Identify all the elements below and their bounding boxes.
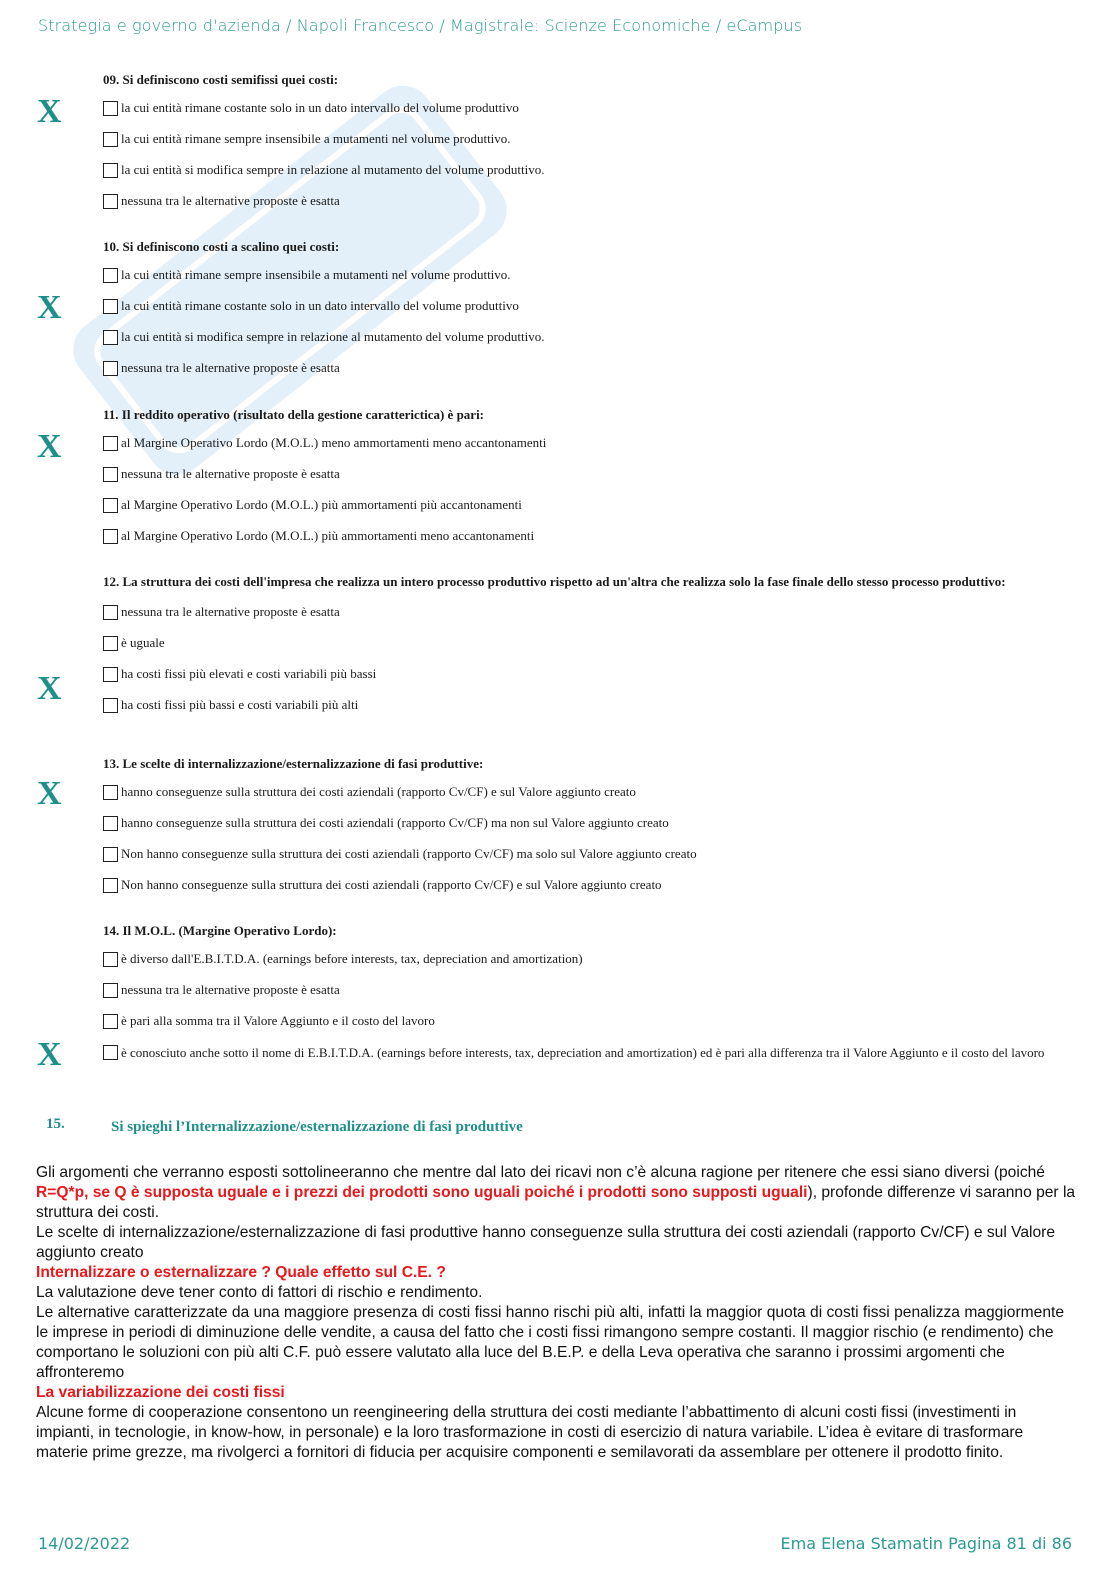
option xyxy=(103,466,1075,497)
checkbox[interactable] xyxy=(103,361,118,376)
question-title: 09. Si definiscono costi semifissi quei costi: xyxy=(103,72,339,87)
option-label: nessuna tra le alternative proposte è esatta xyxy=(121,982,340,997)
paragraph: Le scelte di internalizzazione/esternalizzazione di fasi produttive hanno conseguenze sulla struttura dei costi aziendali (rapporto Cv/CF) e sul Valore aggiunto creato xyxy=(36,1224,1056,1261)
checkbox[interactable] xyxy=(103,1045,118,1060)
checkbox[interactable] xyxy=(103,1014,118,1029)
option xyxy=(103,1044,1075,1061)
checkbox[interactable] xyxy=(103,436,118,451)
option-label: nessuna tra le alternative proposte è esatta xyxy=(121,193,340,208)
checkbox[interactable] xyxy=(103,952,118,967)
question-15-number: 15. xyxy=(46,1116,65,1132)
option xyxy=(103,982,1075,1013)
paragraph: Le alternative caratterizzate da una maggiore presenza di costi fissi hanno rischi più alti, infatti la maggior quota di costi fissi penalizza maggiormente le imprese in periodi di diminuzione delle vendite, a causa del fatto che i costi fissi rimangono sempre costanti. Il maggior rischio (e rendimento) che comportano le soluzioni con più alti C.F. può essere valutato alla luce del B.E.P. e della Leva operativa che saranno i prossimi argomenti che affronteremo xyxy=(36,1304,1064,1381)
answer-mark-q10: X xyxy=(37,289,62,326)
checkbox[interactable] xyxy=(103,132,118,147)
option-label: ha costi fissi più bassi e costi variabili più alti xyxy=(121,697,359,712)
option xyxy=(103,846,1075,877)
highlighted-formula: R=Q*p, se Q è supposta uguale e i prezzi dei prodotti sono uguali poiché i prodotti sono supposti uguali xyxy=(36,1184,808,1201)
checkbox[interactable] xyxy=(103,330,118,345)
question-title: 13. Le scelte di internalizzazione/esternalizzazione di fasi produttive: xyxy=(103,756,484,771)
option-label: nessuna tra le alternative proposte è esatta xyxy=(121,360,340,375)
option xyxy=(103,435,1075,466)
paragraph xyxy=(36,1163,1076,1223)
option xyxy=(103,360,1075,391)
checkbox[interactable] xyxy=(103,667,118,682)
checkbox[interactable] xyxy=(103,785,118,800)
option xyxy=(103,528,1075,559)
checkbox[interactable] xyxy=(103,636,118,651)
option xyxy=(103,951,1075,982)
option xyxy=(103,162,1075,193)
checkbox[interactable] xyxy=(103,467,118,482)
question-15-title: Si spieghi l’Internalizzazione/esternalizzazione di fasi produttive xyxy=(111,1119,523,1135)
option xyxy=(103,131,1075,162)
question-title: 11. Il reddito operativo (risultato della gestione caratterictica) è pari: xyxy=(103,407,485,422)
option-label: la cui entità si modifica sempre in relazione al mutamento del volume produttivo. xyxy=(121,329,545,344)
checkbox[interactable] xyxy=(103,698,118,713)
option xyxy=(103,193,1075,224)
option xyxy=(103,635,1075,666)
question-title: 10. Si definiscono costi a scalino quei costi: xyxy=(103,239,340,254)
question-09 xyxy=(103,72,1075,224)
text-span: Gli argomenti che verranno esposti sottolineeranno che mentre dal lato dei ricavi non c’è alcuna ragione per ritenere che essi siano diversi (poiché xyxy=(36,1164,1045,1181)
option-label: Non hanno conseguenze sulla struttura dei costi aziendali (rapporto Cv/CF) ma solo sul Valore aggiunto creato xyxy=(121,846,697,861)
option xyxy=(103,329,1075,360)
option-label: è diverso dall'E.B.I.T.D.A. (earnings before interests, tax, depreciation and amortization) xyxy=(121,951,583,966)
option xyxy=(103,877,1075,908)
question-10 xyxy=(103,239,1075,391)
option-label: la cui entità rimane sempre insensibile a mutamenti nel volume produttivo. xyxy=(121,267,511,282)
option xyxy=(103,298,1075,329)
paragraph: Alcune forme di cooperazione consentono un reengineering della struttura dei costi mediante l’abbattimento di alcuni costi fissi (investimenti in impianti, in tecnologie, in know-how, in personale) e la loro trasformazione in costi di esercizio di natura variabile. L’idea è evitare di trasformare materie prime grezze, ma rivolgerci a fornitori di fiducia per acquisire componenti e semilavorati da assemblare per ottenere il prodotto finito. xyxy=(36,1404,1024,1461)
checkbox[interactable] xyxy=(103,816,118,831)
option-label: ha costi fissi più elevati e costi variabili più bassi xyxy=(121,666,377,681)
question-title: 12. La struttura dei costi dell'impresa che realizza un intero processo produttivo rispetto ad un'altra che realizza solo la fase finale dello stesso processo produttivo: xyxy=(103,574,1006,589)
checkbox[interactable] xyxy=(103,983,118,998)
option xyxy=(103,604,1075,635)
option xyxy=(103,666,1075,697)
option-label: nessuna tra le alternative proposte è esatta xyxy=(121,466,340,481)
answer-body xyxy=(36,1163,1076,1463)
question-13 xyxy=(103,756,1075,908)
subheading: Internalizzare o esternalizzare ? Quale effetto sul C.E. ? xyxy=(36,1264,446,1281)
option-label: al Margine Operativo Lordo (M.O.L.) più ammortamenti meno accantonamenti xyxy=(121,528,535,543)
answer-mark-q11: X xyxy=(37,428,62,465)
option-label: è pari alla somma tra il Valore Aggiunto e il costo del lavoro xyxy=(121,1013,435,1028)
text-span: ), profonde differenze vi saranno per la struttura dei costi. xyxy=(36,1184,1076,1221)
option-label: hanno conseguenze sulla struttura dei costi aziendali (rapporto Cv/CF) ma non sul Valore aggiunto creato xyxy=(121,815,669,830)
option xyxy=(103,784,1075,815)
option xyxy=(103,497,1075,528)
footer-page: Ema Elena Stamatin Pagina 81 di 86 xyxy=(780,1534,1072,1553)
answer-mark-q12: X xyxy=(37,670,62,707)
checkbox[interactable] xyxy=(103,268,118,283)
checkbox[interactable] xyxy=(103,299,118,314)
question-14 xyxy=(103,923,1075,1061)
checkbox[interactable] xyxy=(103,878,118,893)
question-12 xyxy=(103,574,1075,728)
option xyxy=(103,815,1075,846)
option-label: al Margine Operativo Lordo (M.O.L.) meno ammortamenti meno accantonamenti xyxy=(121,435,547,450)
option-label: Non hanno conseguenze sulla struttura dei costi aziendali (rapporto Cv/CF) e sul Valore aggiunto creato xyxy=(121,877,662,892)
option-label: la cui entità si modifica sempre in relazione al mutamento del volume produttivo. xyxy=(121,162,545,177)
checkbox[interactable] xyxy=(103,194,118,209)
option xyxy=(103,1013,1075,1044)
subheading: La variabilizzazione dei costi fissi xyxy=(36,1384,285,1401)
option-label: la cui entità rimane costante solo in un dato intervallo del volume produttivo xyxy=(121,298,519,313)
option-label: hanno conseguenze sulla struttura dei costi aziendali (rapporto Cv/CF) e sul Valore aggiunto creato xyxy=(121,784,636,799)
checkbox[interactable] xyxy=(103,529,118,544)
option-label: la cui entità rimane costante solo in un dato intervallo del volume produttivo xyxy=(121,100,519,115)
checkbox[interactable] xyxy=(103,605,118,620)
checkbox[interactable] xyxy=(103,847,118,862)
option-label: la cui entità rimane sempre insensibile a mutamenti nel volume produttivo. xyxy=(121,131,511,146)
checkbox[interactable] xyxy=(103,101,118,116)
option xyxy=(103,100,1075,131)
answer-mark-q14: X xyxy=(37,1036,62,1073)
checkbox[interactable] xyxy=(103,498,118,513)
answer-mark-q09: X xyxy=(37,93,62,130)
checkbox[interactable] xyxy=(103,163,118,178)
option xyxy=(103,697,1075,728)
paragraph: La valutazione deve tener conto di fattori di rischio e rendimento. xyxy=(36,1284,483,1301)
option xyxy=(103,267,1075,298)
question-11 xyxy=(103,407,1075,559)
option-label: al Margine Operativo Lordo (M.O.L.) più ammortamenti più accantonamenti xyxy=(121,497,522,512)
question-title: 14. Il M.O.L. (Margine Operativo Lordo): xyxy=(103,923,337,938)
option-label: nessuna tra le alternative proposte è esatta xyxy=(121,604,340,619)
footer-date: 14/02/2022 xyxy=(38,1534,131,1553)
answer-mark-q13: X xyxy=(37,775,62,812)
option-label: è conosciuto anche sotto il nome di E.B.I.T.D.A. (earnings before interests, tax, depreciation and amortization) ed è pari alla differenza tra il Valore Aggiunto e il costo del lavoro xyxy=(121,1045,1045,1060)
option-label: è uguale xyxy=(121,635,165,650)
page-header: Strategia e governo d'azienda / Napoli Francesco / Magistrale: Scienze Economiche / eCampus xyxy=(38,16,803,35)
